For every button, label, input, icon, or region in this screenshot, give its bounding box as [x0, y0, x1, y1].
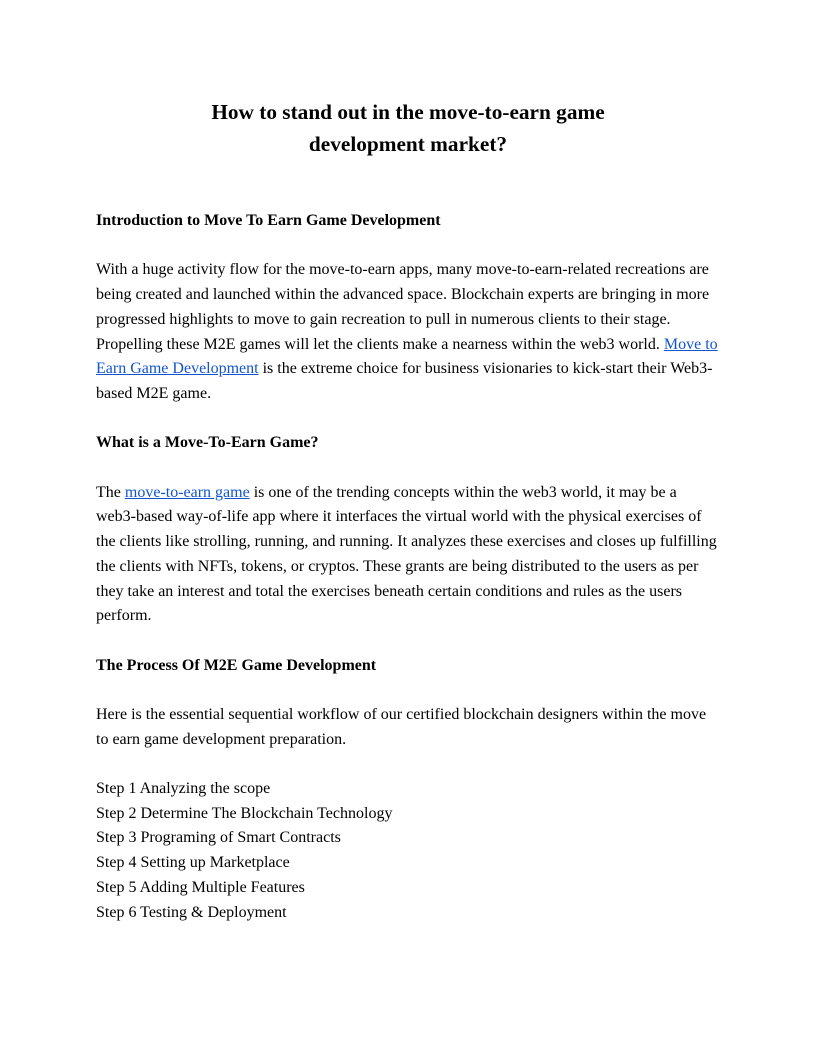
title-line-2: development market? — [308, 132, 508, 156]
section-heading-what-is: What is a Move-To-Earn Game? — [96, 434, 319, 452]
introduction-paragraph — [96, 258, 720, 406]
move-to-earn-game-link[interactable]: move-to-earn game — [124, 483, 250, 501]
step-item: Step 4 Setting up Marketplace — [96, 854, 290, 872]
what-is-paragraph — [96, 481, 720, 629]
document-title — [96, 96, 720, 160]
title-line-1: How to stand out in the move-to-earn game — [211, 100, 605, 124]
what-is-text-start: The — [96, 483, 125, 501]
step-item: Step 1 Analyzing the scope — [96, 780, 271, 798]
steps-list — [96, 777, 720, 925]
step-item: Step 5 Adding Multiple Features — [96, 878, 305, 896]
document-page — [96, 96, 720, 925]
step-item: Step 6 Testing & Deployment — [96, 903, 287, 921]
step-item: Step 3 Programing of Smart Contracts — [96, 829, 341, 847]
introduction-text-end: is the extreme choice for business visionaries to kick-start their Web3-based M2E game. — [96, 360, 713, 402]
what-is-text-end: is one of the trending concepts within the web3 world, it may be a web3-based way-of-life app where it interfaces the virtual world with the physical exercises of the clients like strolling, running, and running. It analyzes these exercises and closes up fulfilling the clients with NFTs, tokens, or cryptos. These grants are being distributed to the users as per they take an interest and total the exercises beneath certain conditions and rules as the users perform. — [96, 483, 717, 625]
introduction-text-start: With a huge activity flow for the move-to-earn apps, many move-to-earn-related recreations are being created and launched within the advanced space. Blockchain experts are bringing in more progressed highlights to move to gain recreation to pull in numerous clients to their stage. Propelling these M2E games will let the clients make a nearness within the web3 world. — [96, 261, 710, 353]
step-item: Step 2 Determine The Blockchain Technology — [96, 804, 393, 822]
section-heading-process: The Process Of M2E Game Development — [96, 656, 377, 674]
process-paragraph: Here is the essential sequential workflow of our certified blockchain designers within the move to earn game development preparation. — [96, 705, 707, 748]
section-heading-introduction: Introduction to Move To Earn Game Development — [96, 212, 441, 229]
move-to-earn-development-link[interactable]: Move to Earn Game Development — [96, 335, 718, 378]
